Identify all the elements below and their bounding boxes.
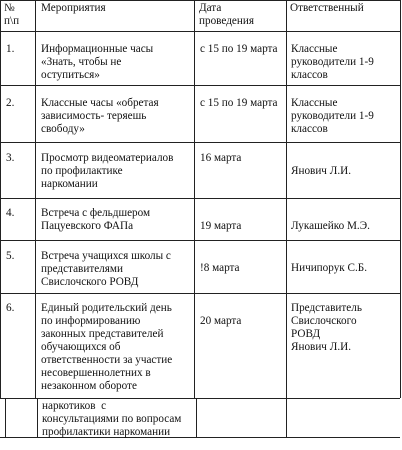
row-date: с 15 по 19 марта <box>200 97 278 109</box>
row-num: 6. <box>6 302 15 314</box>
row-num: 1. <box>6 43 15 55</box>
header-separator <box>0 31 400 32</box>
row-num: 2. <box>6 97 15 109</box>
row-separator <box>0 293 400 294</box>
table-border-top <box>0 0 400 1</box>
header-event: Мероприятия <box>41 2 106 14</box>
header-date: Дата проведения <box>199 2 254 27</box>
header-num: № п\п <box>4 2 20 27</box>
row-event: Единый родительский день по информированию законных представителей обучающихся об ответственности за участие несовершеннолетних в незаконном обороте <box>41 302 173 392</box>
page-break-line <box>0 398 400 399</box>
column-divider <box>194 0 195 398</box>
row-date: 19 марта <box>200 220 242 232</box>
row-num: 3. <box>6 152 15 164</box>
column-divider <box>5 398 6 437</box>
row-responsible: Лукашейко М.Э. <box>291 220 370 232</box>
column-divider <box>37 398 38 437</box>
row-separator <box>0 142 400 143</box>
row-event: Информационные часы «Знать, чтобы не оступиться» <box>41 43 154 81</box>
row-event: Встреча с фельдшером Пацуевского ФАПа <box>41 207 151 232</box>
row-num: 5. <box>6 250 15 262</box>
column-divider <box>196 398 197 437</box>
row-num: 4. <box>6 207 15 219</box>
row-responsible: Представитель Свислочского РОВД Янович Л.И. <box>291 302 362 353</box>
column-divider <box>400 0 401 398</box>
row-date: !8 марта <box>200 262 240 274</box>
continuation-event: наркотиков с консультациями по вопросам профилактики наркомании <box>42 400 182 438</box>
row-date: с 15 по 19 марта <box>200 43 278 55</box>
column-divider <box>286 0 287 398</box>
row-date: 16 марта <box>200 152 242 164</box>
row-separator <box>0 85 400 86</box>
row-responsible: Классные руководители 1-9 классов <box>291 97 374 135</box>
row-responsible: Янович Л.И. <box>291 165 351 177</box>
column-divider <box>286 398 287 437</box>
row-event: Просмотр видеоматериалов по профилактике наркомании <box>41 152 174 190</box>
row-event: Встреча учащихся школы с представителями Свислочского РОВД <box>41 250 171 288</box>
row-date: 20 марта <box>200 315 242 327</box>
column-divider <box>35 0 36 398</box>
row-separator <box>0 198 400 199</box>
column-divider <box>0 0 1 398</box>
row-responsible: Классные руководители 1-9 классов <box>291 43 374 81</box>
header-responsible: Ответственный <box>290 2 364 14</box>
row-event: Классные часы «обретая зависимость- теряешь свободу» <box>41 97 159 135</box>
row-separator <box>0 240 400 241</box>
row-responsible: Ничипорук С.Б. <box>291 262 368 274</box>
